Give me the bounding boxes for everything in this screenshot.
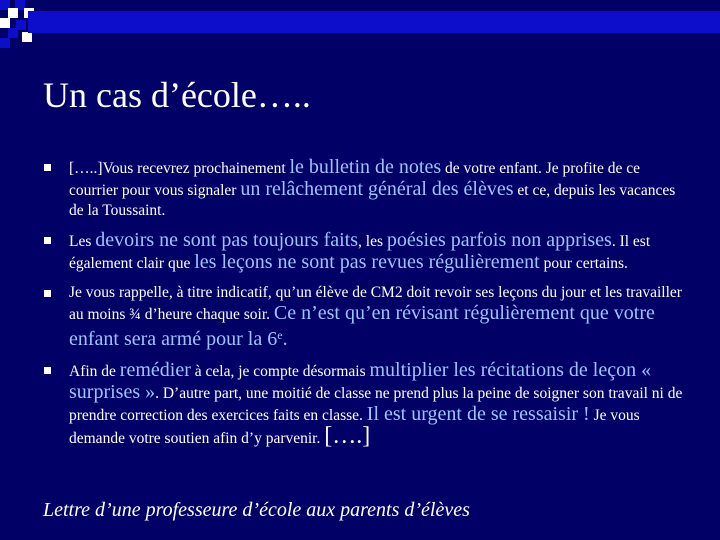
bullet-text: à cela, je compte désormais xyxy=(190,363,370,381)
emphasis-text: devoirs ne sont pas toujours faits xyxy=(95,229,359,251)
emphasis-text: un relâchement général des élèves xyxy=(240,178,514,200)
square-bullet-icon xyxy=(44,237,51,244)
bullet-item xyxy=(44,283,688,351)
bullet-text: pour certains. xyxy=(539,255,628,272)
emphasis-text: Ce n’est qu’en révisant régulièrement que votre enfant sera armé pour la 6 xyxy=(69,302,655,351)
bullet-text: […..]Vous recevrez prochainement xyxy=(69,160,290,177)
bullet-text: et ce, depuis les vacances de la Toussaint. xyxy=(69,182,676,219)
bullet-text: . D’autre part, une moitié de classe ne prend plus la peine de soigner son travail ni de prendre correction des exercices faits en classe. xyxy=(69,385,683,425)
square-bullet-icon xyxy=(44,290,51,297)
emphasis-text: multiplier les récitations de leçon « surprises » xyxy=(69,359,652,404)
bullet-text: de votre enfant. Je profite de ce courrier pour vous signaler xyxy=(69,160,640,199)
bullet-item xyxy=(44,157,688,221)
emphasis-text: poésies parfois non apprises xyxy=(386,229,612,251)
bullet-text: Je vous demande votre soutien afin d’y parvenir. xyxy=(69,407,640,448)
bullet-text: Les xyxy=(69,233,96,250)
emphasis-text: e xyxy=(277,328,283,342)
square-bullet-icon xyxy=(44,164,51,171)
signature-caption: Lettre d’une professeure d’école aux parents d’élèves xyxy=(43,499,470,521)
slide-title: Un cas d’école….. xyxy=(43,75,311,115)
bullet-text: Je vous rappelle, à titre indicatif, qu’un élève de CM2 doit revoir ses leçons du jour et les travailler au moins ¾ d’heure chaque soir. xyxy=(69,284,682,323)
bullet-text: Afin de xyxy=(69,363,120,381)
bullet-text: , les xyxy=(358,233,387,250)
header-accent-bar xyxy=(28,11,720,33)
bullet-text: [….] xyxy=(324,423,371,450)
bullet-item xyxy=(44,360,688,449)
square-bullet-icon xyxy=(44,367,51,374)
emphasis-text: Il est urgent de se ressaisir ! xyxy=(366,403,590,426)
emphasis-text: . xyxy=(282,328,288,351)
emphasis-text: les leçons ne sont pas revues régulièrement xyxy=(194,251,540,273)
emphasis-text: le bulletin de notes xyxy=(289,156,442,178)
bullet-list xyxy=(44,157,688,458)
bullet-text: . Il est également clair que xyxy=(69,233,651,272)
bullet-item xyxy=(44,230,688,274)
emphasis-text: remédier xyxy=(119,359,191,382)
